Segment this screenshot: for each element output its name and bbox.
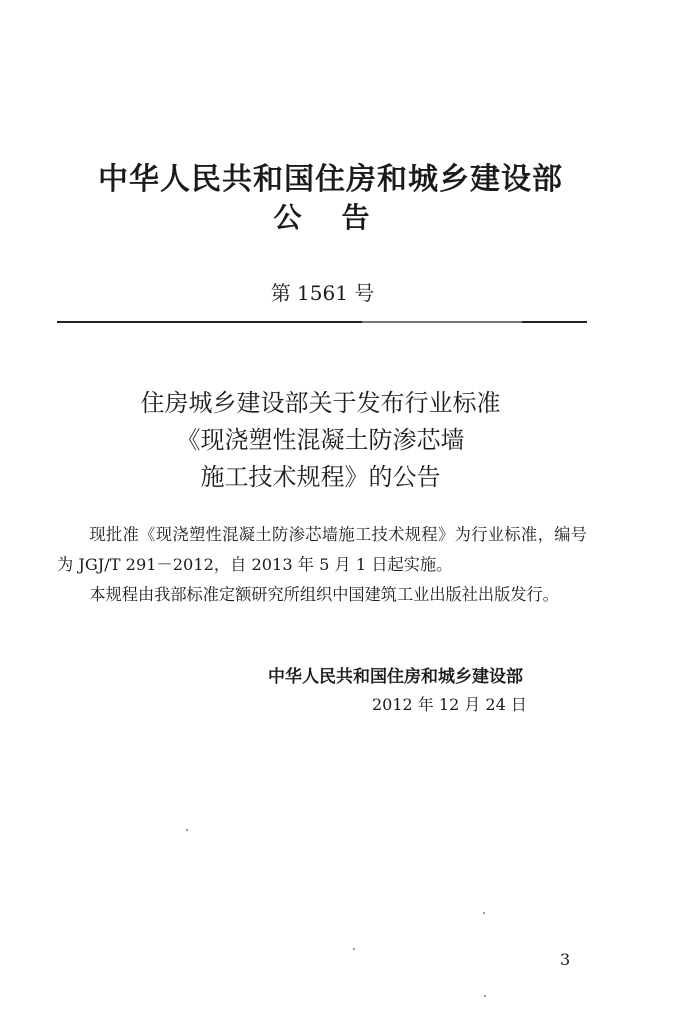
header-divider-faint-segment <box>362 321 522 323</box>
scan-speck <box>353 948 355 950</box>
notice-body <box>57 520 587 610</box>
notice-heading <box>0 385 679 496</box>
page-number: 3 <box>560 950 571 969</box>
notice-paragraph-publication: 本规程由我部标准定额研究所组织中国建筑工业出版社出版发行。 <box>89 585 559 604</box>
scan-speck <box>483 912 485 914</box>
document-number: 第 1561 号 <box>270 281 375 305</box>
signature-organization: 中华人民共和国住房和城乡建设部 <box>268 667 523 687</box>
ministry-title: 中华人民共和国住房和城乡建设部 <box>98 162 563 197</box>
notice-paragraph-approval: 现批准《现浇塑性混凝土防渗芯墙施工技术规程》为行业标准，编号为 JGJ/T 291－2012，自 2013 年 5 月 1 日起实施。 <box>57 525 587 574</box>
scan-speck <box>186 829 188 831</box>
signature-date: 2012 年 12 月 24 日 <box>372 695 527 714</box>
announcement-title: 公告 <box>273 201 410 234</box>
notice-heading-line-1: 住房城乡建设部关于发布行业标准 <box>140 389 501 417</box>
notice-heading-line-3: 施工技术规程》的公告 <box>200 463 441 491</box>
scan-speck <box>484 995 486 997</box>
notice-heading-line-2: 《现浇塑性混凝土防渗芯墙 <box>176 426 465 454</box>
